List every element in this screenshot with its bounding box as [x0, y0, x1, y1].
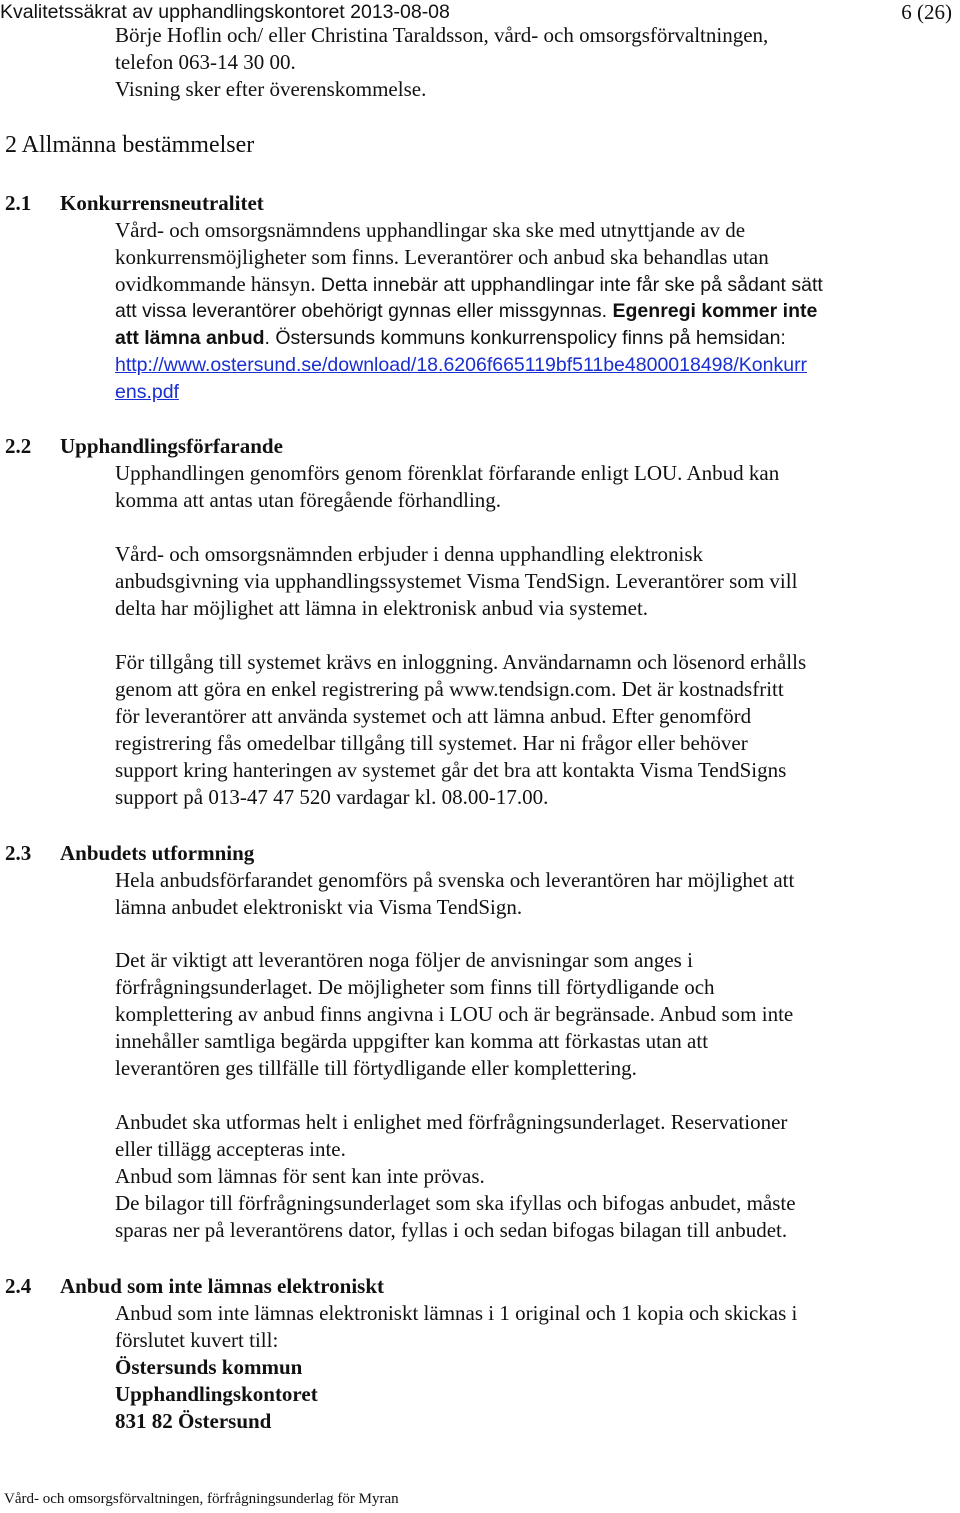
- document-footer: Vård- och omsorgsförvaltningen, förfrågningsunderlag för Myran: [4, 1491, 399, 1507]
- paragraph-line: förslutet kuvert till:: [115, 1328, 279, 1352]
- paragraph-line: Anbudet ska utformas helt i enlighet med förfrågningsunderlaget. Reservationer: [115, 1110, 788, 1134]
- text-span: att vissa leverantörer obehörigt gynnas eller missgynnas.: [115, 300, 608, 322]
- paragraph-line: Anbud som inte lämnas elektroniskt lämnas i 1 original och 1 kopia och skickas i: [115, 1301, 798, 1325]
- paragraph-line: genom att göra en enkel registrering på www.tendsign.com. Det är kostnadsfritt: [115, 677, 784, 701]
- paragraph-line: support på 013-47 47 520 vardagar kl. 08.00-17.00.: [115, 785, 549, 809]
- section-number: 2.1: [5, 191, 32, 215]
- section-number: 2.2: [5, 434, 32, 458]
- text-span: Detta innebär att upphandlingar inte får ske på sådant sätt: [320, 274, 823, 296]
- section-heading: Upphandlingsförfarande: [60, 434, 283, 458]
- paragraph-line: delta har möjlighet att lämna in elektronisk anbud via systemet.: [115, 596, 649, 620]
- paragraph-line: sparas ner på leverantörens dator, fyllas i och sedan bifogas bilagan till anbudet.: [115, 1218, 788, 1242]
- chapter-heading: 2 Allmänna bestämmelser: [5, 132, 255, 158]
- paragraph-line: komma att antas utan föregående förhandling.: [115, 488, 502, 512]
- contact-line: Visning sker efter överenskommelse.: [115, 77, 427, 101]
- paragraph-line: Upphandlingen genomförs genom förenklat förfarande enligt LOU. Anbud kan: [115, 461, 780, 485]
- section-heading: Konkurrensneutralitet: [60, 191, 264, 215]
- paragraph-line: lämna anbudet elektroniskt via Visma TendSign.: [115, 895, 523, 919]
- section-number: 2.3: [5, 841, 32, 865]
- paragraph-line: konkurrensmöjligheter som finns. Leverantörer och anbud ska behandlas utan: [115, 245, 769, 269]
- policy-link[interactable]: ens.pdf: [115, 381, 179, 403]
- document-header-title: Kvalitetssäkrat av upphandlingskontoret 2013-08-08: [0, 1, 450, 23]
- paragraph-line: Det är viktigt att leverantören noga följer de anvisningar som anges i: [115, 948, 693, 972]
- paragraph-line: Anbud som lämnas för sent kan inte prövas.: [115, 1164, 485, 1188]
- paragraph-line: Vård- och omsorgsnämnden erbjuder i denna upphandling elektronisk: [115, 542, 704, 566]
- bold-text: att lämna anbud: [115, 327, 265, 349]
- paragraph-line: [115, 298, 817, 325]
- contact-line: telefon 063-14 30 00.: [115, 50, 296, 74]
- paragraph-line: [115, 325, 786, 352]
- address-line: 831 82 Östersund: [115, 1409, 272, 1433]
- policy-link[interactable]: http://www.ostersund.se/download/18.6206f665119bf511be4800018498/Konkurr: [115, 354, 808, 376]
- paragraph-line: [115, 271, 823, 299]
- paragraph-line: registrering fås omedelbar tillgång till systemet. Har ni frågor eller behöver: [115, 731, 748, 755]
- paragraph-line: för leverantörer att använda systemet och att lämna anbud. Efter genomförd: [115, 704, 752, 728]
- text-span: . Östersunds kommuns konkurrenspolicy finns på hemsidan:: [264, 327, 786, 349]
- paragraph-line: innehåller samtliga begärda uppgifter kan komma att förkastas utan att: [115, 1029, 709, 1053]
- paragraph-line: komplettering av anbud finns angivna i LOU och är begränsade. Anbud som inte: [115, 1002, 794, 1026]
- section-heading: Anbud som inte lämnas elektroniskt: [60, 1274, 385, 1298]
- paragraph-line: Hela anbudsförfarandet genomförs på svenska och leverantören har möjlighet att: [115, 868, 795, 892]
- paragraph-line: anbudsgivning via upphandlingssystemet Visma TendSign. Leverantörer som vill: [115, 569, 798, 593]
- paragraph-line: förfrågningsunderlaget. De möjligheter som finns till förtydligande och: [115, 975, 715, 999]
- address-line: Upphandlingskontoret: [115, 1382, 318, 1406]
- paragraph-line: De bilagor till förfrågningsunderlaget som ska ifyllas och bifogas anbudet, måste: [115, 1191, 796, 1215]
- paragraph-line: eller tillägg accepteras inte.: [115, 1137, 346, 1161]
- contact-line: Börje Hoflin och/ eller Christina Taraldsson, vård- och omsorgsförvaltningen,: [115, 23, 769, 47]
- bold-text: Egenregi kommer inte: [612, 300, 818, 322]
- page-number: 6 (26): [901, 0, 952, 24]
- paragraph-line: leverantören ges tillfälle till förtydligande eller komplettering.: [115, 1056, 637, 1080]
- paragraph-line: För tillgång till systemet krävs en inloggning. Användarnamn och lösenord erhålls: [115, 650, 807, 674]
- paragraph-line: support kring hanteringen av systemet går det bra att kontakta Visma TendSigns: [115, 758, 787, 782]
- text-span: ovidkommande hänsyn.: [115, 272, 316, 296]
- section-number: 2.4: [5, 1274, 32, 1298]
- address-line: Östersunds kommun: [115, 1355, 303, 1379]
- section-heading: Anbudets utformning: [60, 841, 255, 865]
- paragraph-line: Vård- och omsorgsnämndens upphandlingar ska ske med utnyttjande av de: [115, 218, 746, 242]
